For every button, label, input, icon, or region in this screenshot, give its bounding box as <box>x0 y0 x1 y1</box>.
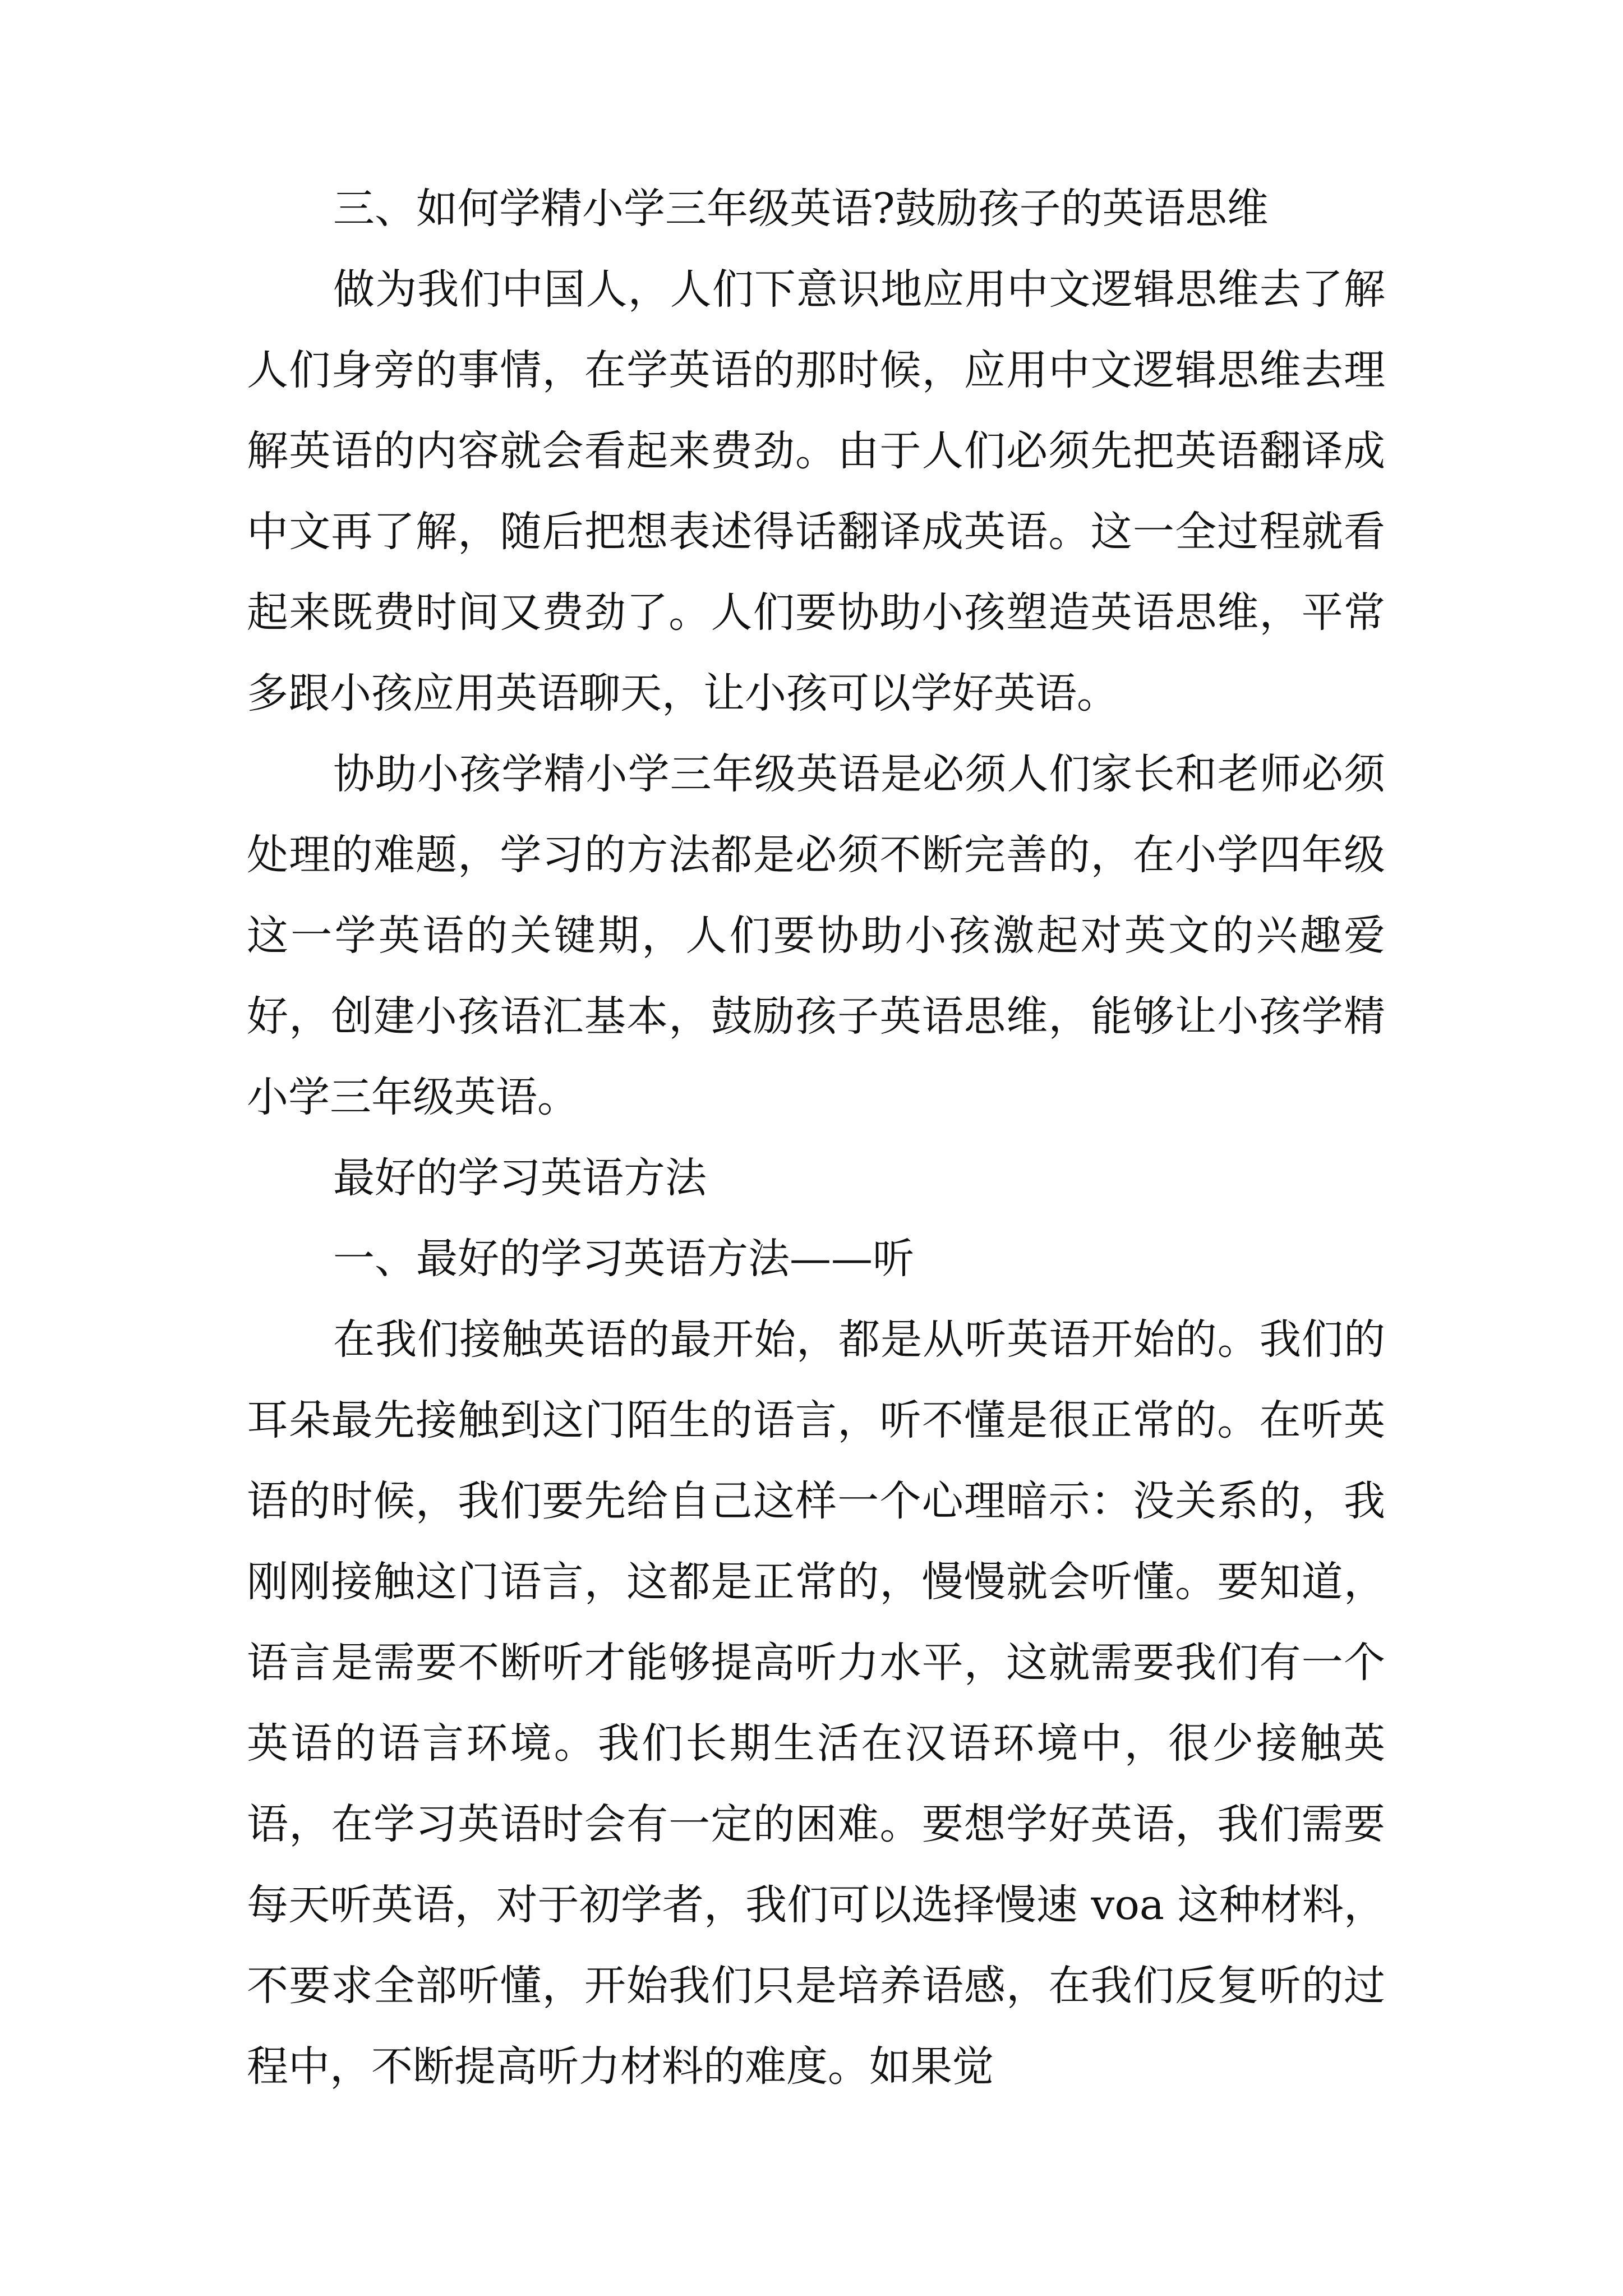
document-body <box>247 168 1385 2107</box>
paragraph-listening: 在我们接触英语的最开始，都是从听英语开始的。我们的耳朵最先接触到这门陌生的语言，听不懂是很正常的。在听英语的时候，我们要先给自己这样一个心理暗示：没关系的，我刚刚接触这门语言，这都是正常的，慢慢就会听懂。要知道，语言是需要不断听才能够提高听力水平，这就需要我们有一个英语的语言环境。我们长期生活在汉语环境中，很少接触英语，在学习英语时会有一定的困难。要想学好英语，我们需要每天听英语，对于初学者，我们可以选择慢速 voa 这种材料，不要求全部听懂，开始我们只是培养语感，在我们反复听的过程中，不断提高听力材料的难度。如果觉 <box>247 1315 1385 2091</box>
paragraph-english-thinking: 做为我们中国人，人们下意识地应用中文逻辑思维去了解人们身旁的事情，在学英语的那时候，应用中文逻辑思维去理解英语的内容就会看起来费劲。由于人们必须先把英语翻译成中文再了解，随后把想表述得话翻译成英语。这一全过程就看起来既费时间又费劲了。人们要协助小孩塑造英语思维，平常多跟小孩应用英语聊天，让小孩可以学好英语。 <box>247 265 1385 717</box>
heading-section-3: 三、如何学精小学三年级英语?鼓励孩子的英语思维 <box>333 185 1269 233</box>
paragraph-summary: 协助小孩学精小学三年级英语是必须人们家长和老师必须处理的难题，学习的方法都是必须不断完善的，在小学四年级这一学英语的关键期，人们要协助小孩激起对英文的兴趣爱好，创建小孩语汇基本，鼓励孩子英语思维，能够让小孩学精小学三年级英语。 <box>247 750 1385 1121</box>
heading-listening: 一、最好的学习英语方法——听 <box>333 1235 914 1283</box>
section-title: 最好的学习英语方法 <box>333 1154 707 1202</box>
